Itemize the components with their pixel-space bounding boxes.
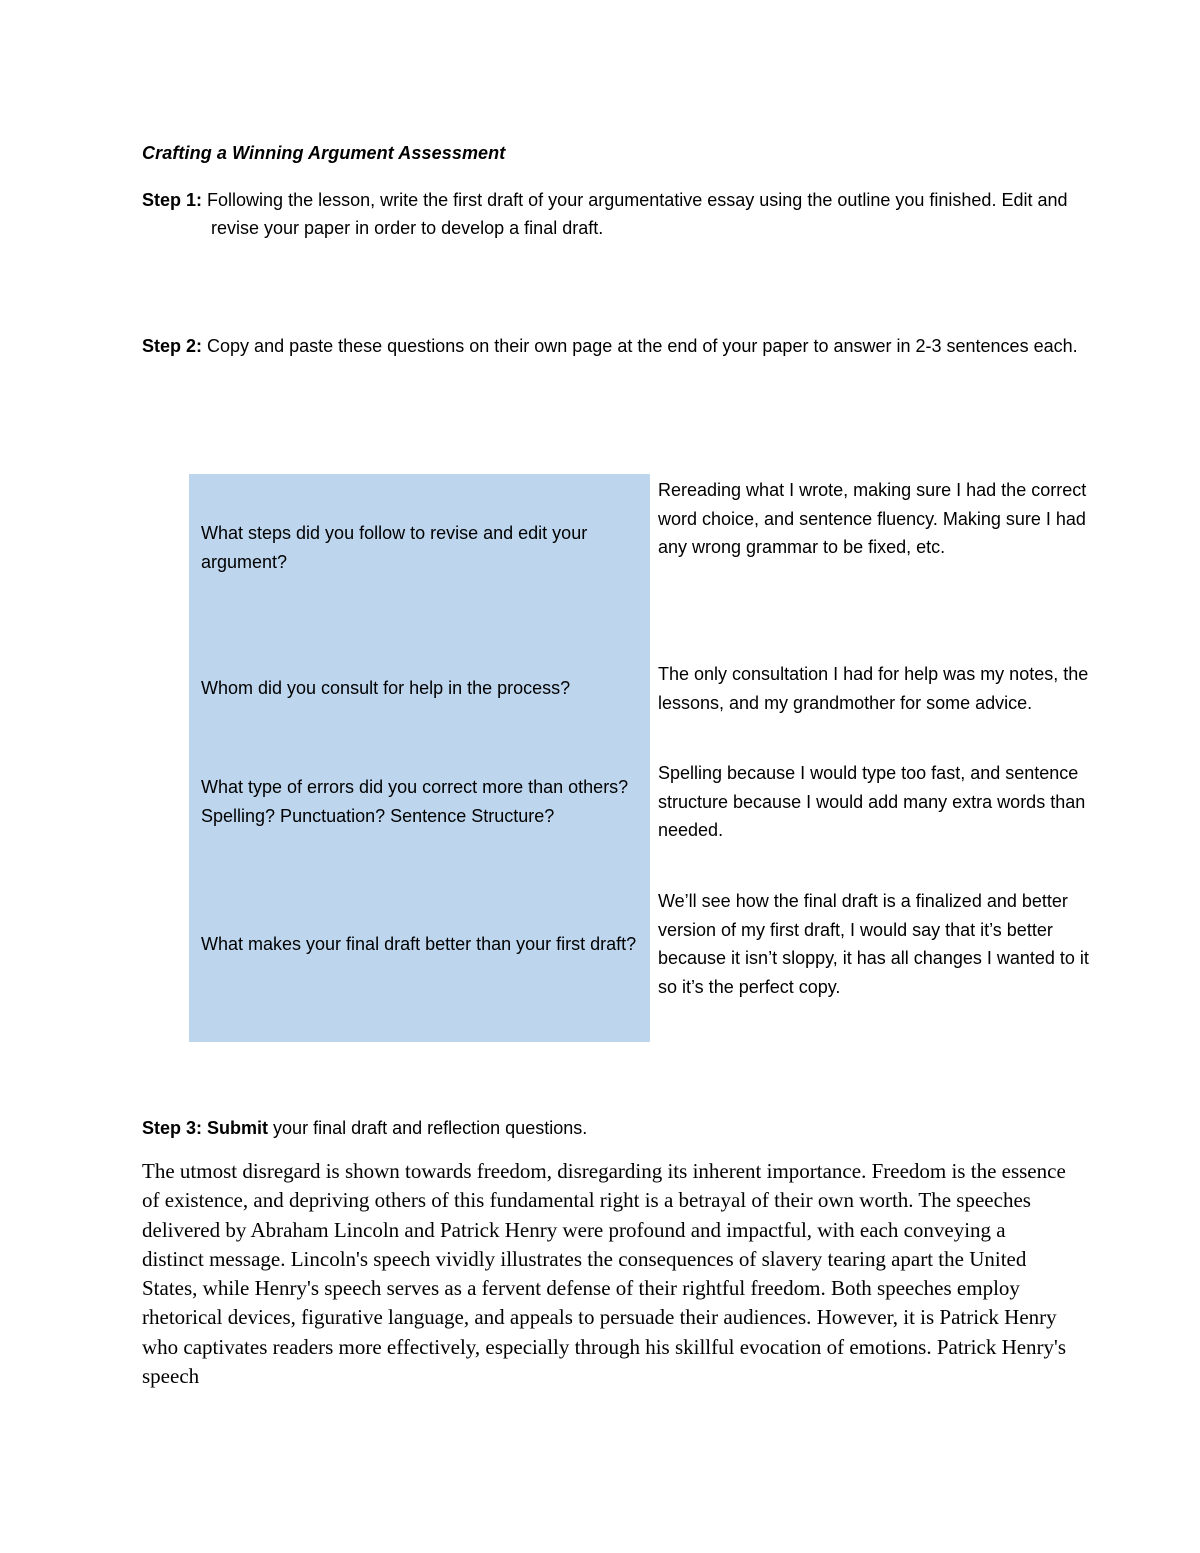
essay-paragraph: The utmost disregard is shown towards freedom, disregarding its inherent importance. Freedom is the essence of existence, and depriving others of this fundamental right is a betrayal of their own worth. The speeches delivered by Abraham Lincoln and Patrick Henry were profound and impactful, with each conveying a distinct message. Lincoln's speech vividly illustrates the consequences of slavery tearing apart the United States, while Henry's speech serves as a fervent defense of their rightful freedom. Both speeches employ rhetorical devices, figurative language, and appeals to persuade their audiences. However, it is Patrick Henry who captivates readers more effectively, especially through his skillful evocation of emotions. Patrick Henry's speech bbox=[142, 1159, 1067, 1389]
question-4: What makes your final draft better than your first draft? bbox=[201, 934, 637, 954]
step-3-label: Step 3: bbox=[142, 1118, 203, 1138]
step-3-bold-word: Submit bbox=[207, 1118, 269, 1138]
step-2 bbox=[142, 332, 1091, 360]
answer-1: Rereading what I wrote, making sure I had the correct word choice, and sentence fluency. Making sure I had any wrong grammar to be fixed, etc. bbox=[658, 480, 1087, 557]
answer-4: We’ll see how the final draft is a finalized and better version of my first draft, I would say that it’s better because it isn’t sloppy, it has all changes I wanted to it so it’s the perfect copy. bbox=[658, 891, 1089, 997]
step-2-text: Copy and paste these questions on their own page at the end of your paper to answer in 2-3 sentences each. bbox=[207, 336, 1078, 356]
step-1-label: Step 1: bbox=[142, 190, 203, 210]
document-title: Crafting a Winning Argument Assessment bbox=[142, 143, 506, 163]
question-3: What type of errors did you correct more than others? Spelling? Punctuation? Sentence Structure? bbox=[201, 777, 629, 826]
step-3 bbox=[142, 1114, 1091, 1142]
answer-3: Spelling because I would type too fast, and sentence structure because I would add many extra words than needed. bbox=[658, 763, 1086, 840]
step-3-text: your final draft and reflection questions. bbox=[273, 1118, 588, 1138]
step-1 bbox=[142, 186, 1091, 242]
step-2-label: Step 2: bbox=[142, 336, 203, 356]
step-1-text: Following the lesson, write the first draft of your argumentative essay using the outline you finished. Edit and revise your paper in order to develop a final draft. bbox=[207, 190, 1068, 238]
question-1: What steps did you follow to revise and edit your argument? bbox=[201, 523, 588, 572]
reflection-table bbox=[189, 474, 1099, 1042]
answer-2: The only consultation I had for help was my notes, the lessons, and my grandmother for some advice. bbox=[658, 664, 1089, 713]
question-2: Whom did you consult for help in the process? bbox=[201, 678, 571, 698]
